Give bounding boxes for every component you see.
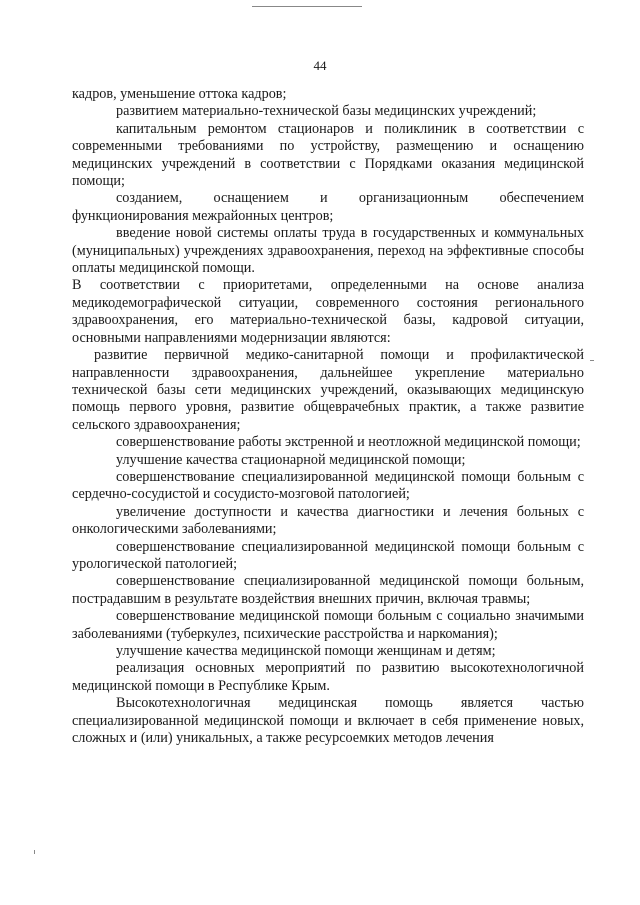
page-number: 44 [313, 58, 327, 73]
paragraph: кадров, уменьшение оттока кадров; [72, 86, 287, 102]
paragraph: совершенствование специализированной медицинской помощи больным с урологической патологией; [72, 538, 584, 572]
paragraph: развитием материально-технической базы медицинских учреждений; [116, 103, 537, 120]
paragraph: капитальным ремонтом стационаров и поликлиник в соответствии с современными требованиями по устройству, размещению и оснащению медицинских учреждений в соответствии с Порядками оказания медицинской помощи; [72, 120, 584, 190]
paragraph: реализация основных мероприятий по развитию высокотехнологичной медицинской помощи в Республике Крым. [72, 660, 584, 694]
paragraph: увеличение доступности и качества диагностики и лечения больных с онкологическими заболеваниями; [72, 503, 584, 538]
paragraph: созданием, оснащением и организационным обеспечением функционирования межрайонных центров; [72, 190, 584, 224]
paragraph: совершенствование медицинской помощи больным с социально значимыми заболеваниями (туберкулез, психические расстройства и наркомания); [72, 608, 584, 642]
paragraph: развитие первичной медико-санитарной помощи и профилактической направленности здравоохранения, дальнейшее укрепление материально технической базы сети медицинских учреждений, оказывающих медицинскую помощь первого уровня, развитие общеврачебных практик, а также развитие сельского здравоохранения; [72, 347, 584, 433]
paragraph: улучшение качества стационарной медицинской помощи; [116, 451, 466, 468]
paragraph: совершенствование специализированной медицинской помощи больным с сердечно-сосудистой и сосудисто-мозговой патологией; [72, 468, 584, 503]
scan-artifact-left [34, 850, 35, 854]
scan-artifact-right [590, 360, 594, 361]
document-body [72, 86, 584, 747]
paragraph: совершенствование специализированной медицинской помощи больным, пострадавшим в результате воздействия внешних причин, включая травмы; [72, 573, 584, 607]
paragraph: В соответствии с приоритетами, определенными на основе анализа медикодемографической ситуации, современного состояния регионального здравоохранения, его материально-технической базы, кадровой ситуации, основными направлениями модернизации являются: [72, 277, 584, 346]
paragraph: совершенствование работы экстренной и неотложной медицинской помощи; [116, 434, 581, 451]
scan-artifact-top [252, 6, 362, 7]
paragraph: введение новой системы оплаты труда в государственных и коммунальных (муниципальных) учреждениях здравоохранения, переход на эффективные способы оплаты медицинской помощи. [72, 225, 584, 277]
paragraph: Высокотехнологичная медицинская помощь является частью специализированной медицинской помощи и включает в себя применение новых, сложных и (или) уникальных, а также ресурсоемких методов лечения [72, 695, 584, 747]
paragraph: улучшение качества медицинской помощи женщинам и детям; [116, 643, 496, 659]
